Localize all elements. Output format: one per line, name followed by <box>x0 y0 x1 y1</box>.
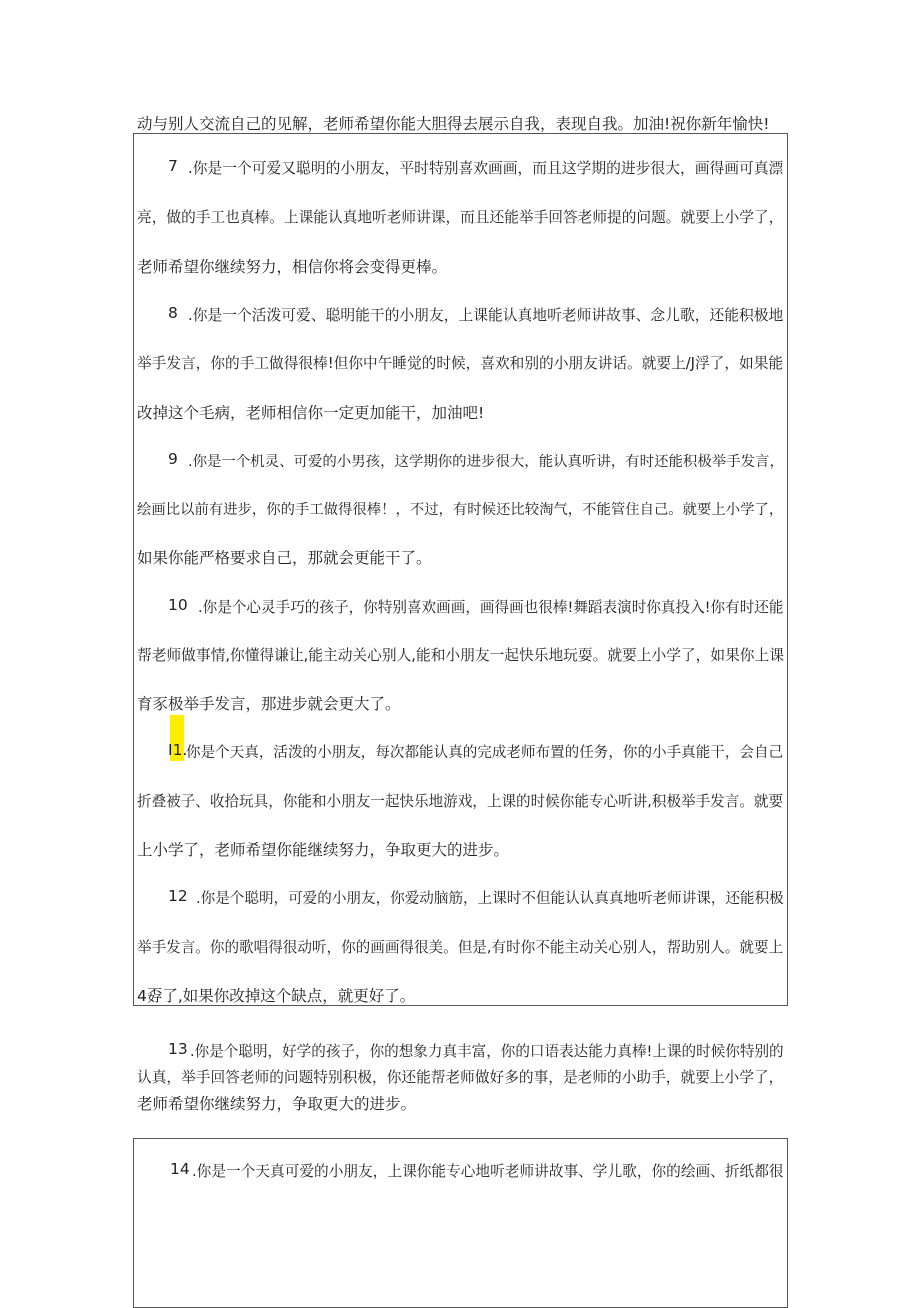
comment-line: 上小学了，老师希望你能继续努力，争取更大的进步。 <box>137 841 510 859</box>
comment-line: .你是一个天真可爱的小朋友，上课你能专心地听老师讲故事、学儿歌，你的绘画、折纸都很 <box>192 1163 784 1180</box>
comment-line: 你是个天真，活泼的小朋友，每次都能认真的完成老师布置的任务，你的小手真能干，会自己 <box>186 744 784 761</box>
comment-line: 认真，举手回答老师的问题特别积极，你还能帮老师做好多的事，是老师的小助手，就要上小学了， <box>137 1069 784 1086</box>
comment-number: 7 <box>168 157 178 175</box>
comment-line: .你是一个活泼可爱、聪明能干的小朋友，上课能认真地听老师讲故事、念儿歌，还能积极地 <box>188 307 784 324</box>
comment-line: .你是个聪明，可爱的小朋友，你爱动脑筋，上课时不但能认认真真地听老师讲课，还能积极 <box>196 890 784 907</box>
comment-line: 绘画比以前有进步，你的手工做得很棒！，不过，有时候还比较淘气，不能管住自己。就要上小学了， <box>137 502 784 518</box>
comment-line: 改掉这个毛病，老师相信你一定更加能干，加油吧! <box>137 404 485 422</box>
comment-number: 9 <box>168 450 178 468</box>
comment-line: 老师希望你继续努力，相信你将会变得更棒。 <box>137 258 448 276</box>
comment-line: .你是一个可爱又聪明的小朋友，平时特别喜欢画画，而且这学期的进步很大，画得画可真漂 <box>188 160 784 177</box>
comment-line: 折叠被子、收拾玩具，你能和小朋友一起快乐地游戏，上课的时候你能专心听讲,积极举手发言。就要 <box>137 793 784 810</box>
comment-line: 亮，做的手工也真棒。上课能认真地听老师讲课，而且还能举手回答老师提的问题。就要上小学了， <box>137 209 784 226</box>
comment-line: 4孬了,如果你改掉这个缺点，就更好了。 <box>137 987 416 1005</box>
comment-line: 育豕极举手发言，那进步就会更大了。 <box>137 695 401 713</box>
comment-number: 13 <box>168 1040 188 1058</box>
comment-line: 老师希望你继续努力，争取更大的进步。 <box>137 1095 417 1113</box>
top-line: 动与别人交流自己的见解，老师希望你能大胆得去展示自我，表现自我。加油!祝你新年愉快! <box>137 115 770 133</box>
comment-number: 12 <box>168 887 188 905</box>
comment-line: .你是个聪明，好学的孩子，你的想象力真丰富，你的口语表达能力真棒!上课的时候你特别的 <box>190 1043 784 1060</box>
comment-number: I1. <box>168 741 188 759</box>
comment-line: 举手发言，你的手工做得很棒!但你中午睡觉的时候，喜欢和别的小朋友讲话。就要上/J浮了，如果能 <box>137 355 784 372</box>
comment-line: 举手发言。你的歌唱得很动听，你的画画得很美。但是,有时你不能主动关心别人，帮助别人。就要上 <box>137 939 784 956</box>
comment-line: 帮老师做事情,你懂得谦让,能主动关心别人,能和小朋友一起快乐地玩耍。就要上小学了，如果你上课 <box>137 647 784 664</box>
comment-number: 8 <box>168 304 178 322</box>
comment-number: 14 <box>170 1160 190 1178</box>
comment-line: .你是个心灵手巧的孩子，你特别喜欢画画，画得画也很棒!舞蹈表演时你真投入!你有时还能 <box>198 599 784 616</box>
comment-number: 10 <box>168 596 188 614</box>
comment-line: .你是一个机灵、可爱的小男孩，这学期你的进步很大，能认真听讲，有时还能积极举手发言， <box>188 454 784 470</box>
comment-line: 如果你能严格要求自己，那就会更能干了。 <box>137 549 432 567</box>
